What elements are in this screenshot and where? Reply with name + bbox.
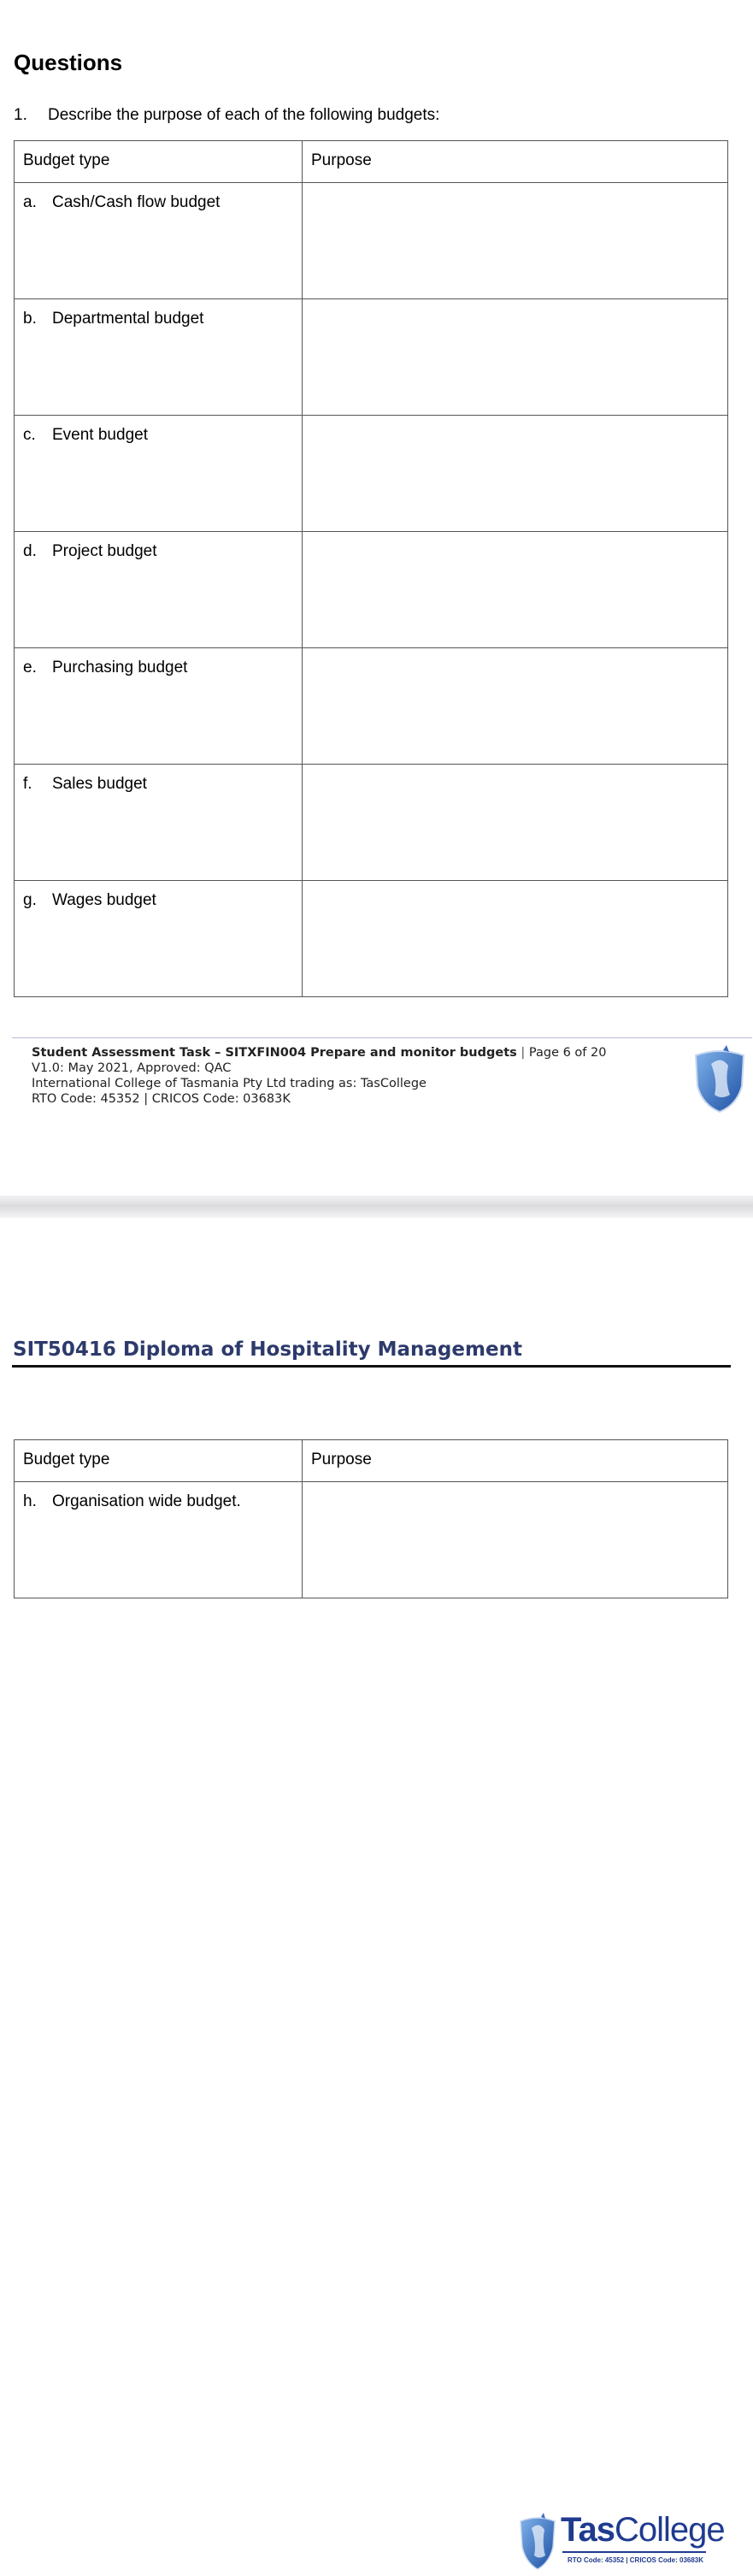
budget-type-label: Event budget xyxy=(52,426,148,444)
row-letter: g. xyxy=(23,891,37,909)
page-gap xyxy=(0,1196,753,1218)
tascollege-shield-icon xyxy=(516,2511,559,2573)
budget-type-label: Purchasing budget xyxy=(52,659,188,676)
budget-type-cell xyxy=(15,1482,303,1598)
purpose-cell[interactable] xyxy=(303,765,728,881)
section-heading: Questions xyxy=(14,50,123,75)
footer-separator: | xyxy=(521,1046,526,1060)
brand-subline: RTO Code: 45352 | CRICOS Code: 03683K xyxy=(568,2556,704,2564)
table-row xyxy=(15,532,728,648)
table-row xyxy=(15,299,728,416)
budget-type-label: Wages budget xyxy=(52,891,156,909)
budget-type-label: Sales budget xyxy=(52,775,147,793)
row-letter: e. xyxy=(23,659,37,676)
brand-underline xyxy=(562,2551,706,2553)
footer-page-number: Page 6 of 20 xyxy=(528,1046,607,1060)
budget-type-label: Departmental budget xyxy=(52,310,204,328)
budget-table-continued xyxy=(14,1439,728,1598)
purpose-cell[interactable] xyxy=(303,881,728,997)
question-1 xyxy=(14,106,439,125)
question-number: 1. xyxy=(14,106,27,124)
row-letter: h. xyxy=(23,1492,37,1510)
budget-table xyxy=(14,140,728,997)
table-row xyxy=(15,1482,728,1598)
table-header-row xyxy=(15,1440,728,1482)
header-budget-type: Budget type xyxy=(15,141,303,183)
footer-task-title: Student Assessment Task – SITXFIN004 Prepare and monitor budgets xyxy=(32,1046,517,1060)
brand-name-regular: College xyxy=(614,2511,725,2549)
tascollege-logo xyxy=(516,2511,725,2576)
budget-type-cell xyxy=(15,648,303,765)
footer-line-1 xyxy=(32,1045,606,1061)
budget-type-cell xyxy=(15,881,303,997)
header-purpose: Purpose xyxy=(303,1440,728,1482)
row-letter: f. xyxy=(23,775,32,793)
table-row xyxy=(15,183,728,299)
budget-type-label: Project budget xyxy=(52,542,157,560)
course-title: SIT50416 Diploma of Hospitality Management xyxy=(13,1338,522,1361)
page-footer xyxy=(32,1045,606,1107)
table-header-row xyxy=(15,141,728,183)
footer-org: International College of Tasmania Pty Ltd trading as: TasCollege xyxy=(32,1077,427,1090)
footer-divider xyxy=(12,1037,752,1038)
row-letter: a. xyxy=(23,193,37,211)
purpose-cell[interactable] xyxy=(303,1482,728,1598)
row-letter: c. xyxy=(23,426,36,444)
question-text: Describe the purpose of each of the following budgets: xyxy=(48,106,440,124)
table-row xyxy=(15,881,728,997)
table-row xyxy=(15,765,728,881)
row-letter: b. xyxy=(23,310,37,328)
header-budget-type: Budget type xyxy=(15,1440,303,1482)
purpose-cell[interactable] xyxy=(303,299,728,416)
budget-type-cell xyxy=(15,183,303,299)
purpose-cell[interactable] xyxy=(303,648,728,765)
purpose-cell[interactable] xyxy=(303,416,728,532)
page-1 xyxy=(0,0,753,1201)
budget-type-cell xyxy=(15,299,303,416)
footer-version: V1.0: May 2021, Approved: QAC xyxy=(32,1061,232,1075)
budget-type-label: Cash/Cash flow budget xyxy=(52,193,221,211)
tascollege-shield-icon xyxy=(689,1043,750,1115)
budget-type-cell xyxy=(15,765,303,881)
brand-name xyxy=(561,2511,725,2549)
footer-codes: RTO Code: 45352 | CRICOS Code: 03683K xyxy=(32,1092,291,1106)
header-divider xyxy=(12,1365,731,1368)
row-letter: d. xyxy=(23,542,37,560)
table-row xyxy=(15,416,728,532)
page-2 xyxy=(0,1218,753,2564)
budget-type-cell xyxy=(15,416,303,532)
purpose-cell[interactable] xyxy=(303,532,728,648)
table-row xyxy=(15,648,728,765)
budget-type-cell xyxy=(15,532,303,648)
brand-name-bold: Tas xyxy=(561,2511,615,2549)
header-purpose: Purpose xyxy=(303,141,728,183)
budget-type-label: Organisation wide budget. xyxy=(52,1492,241,1510)
purpose-cell[interactable] xyxy=(303,183,728,299)
